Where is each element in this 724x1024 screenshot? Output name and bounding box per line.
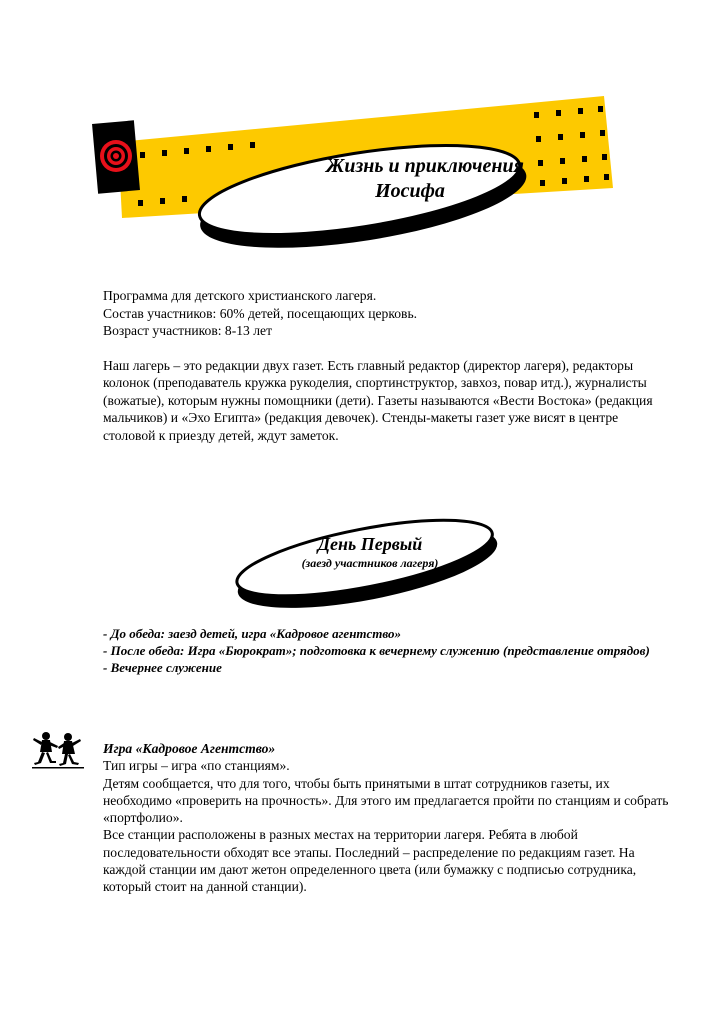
intro-block xyxy=(103,287,663,444)
schedule-item: - До обеда: заезд детей, игра «Кадровое агентство» xyxy=(103,626,402,641)
intro-paragraph: Наш лагерь – это редакции двух газет. Есть главный редактор (директор лагеря), редакторы колонок (преподаватель кружка рукоделия, спортинструктор, завхоз, повар итд.), журналисты (вожатые), которым нужны помощники (дети). Газеты называются «Вести Востока» (редакция мальчиков) и «Эхо Египта» (редакция девочек). Стенды-макеты газет уже висят в центре столовой к приезду детей, ждут заметок. xyxy=(103,357,653,443)
intro-line-program: Программа для детского христианского лагеря. xyxy=(103,288,377,303)
game-paragraph: Все станции расположены в разных местах на территории лагеря. Ребята в любой последовательности обходят все этапы. Последний – распределение по редакциям газет. На каждой станции им дают жетон определенного цвета (или бумажку с подписью сотрудника, который стоит на данной станции). xyxy=(103,827,637,895)
schedule-item: - Вечернее служение xyxy=(103,660,222,675)
header-banner xyxy=(0,0,724,290)
page-title-line2: Иосифа xyxy=(375,180,445,202)
target-icon xyxy=(92,120,140,193)
game-type: Тип игры – игра «по станциям». xyxy=(103,758,290,774)
game-paragraph: Детям сообщается, что для того, чтобы быть принятыми в штат сотрудников газеты, их необходимо «проверить на прочность». Для этого им предлагается пройти по станциям и собрать «портфолио». xyxy=(103,775,669,826)
day-subtitle: (заезд участников лагеря) xyxy=(301,556,439,570)
intro-line-age: Возраст участников: 8-13 лет xyxy=(103,323,273,338)
intro-line-composition: Состав участников: 60% детей, посещающих церковь. xyxy=(103,305,418,321)
page-title xyxy=(250,154,540,204)
day-title: День Первый xyxy=(317,534,423,554)
schedule-item: - После обеда: Игра «Бюрократ»; подготовка к вечернему служению (представление отрядов) xyxy=(103,643,650,658)
game-section xyxy=(103,740,673,896)
page-title-line1: Жизнь и приключения xyxy=(326,155,524,177)
children-icon xyxy=(30,730,88,770)
game-title: Игра «Кадровое Агентство» xyxy=(103,741,276,756)
day-schedule xyxy=(103,625,673,676)
